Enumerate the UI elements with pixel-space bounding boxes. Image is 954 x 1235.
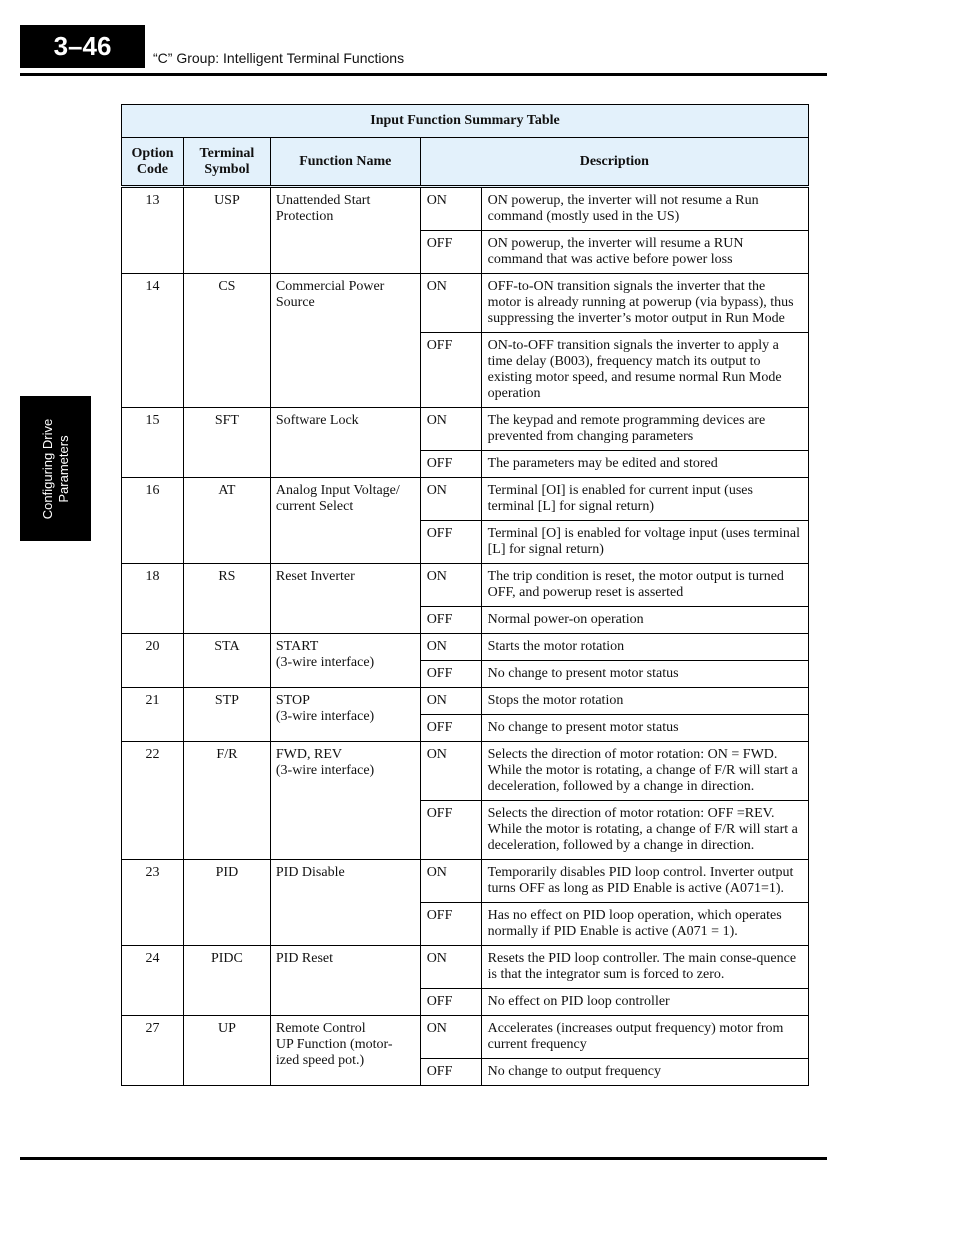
table-row-on (122, 946, 809, 989)
description-off-cell: No change to output frequency (481, 1059, 808, 1086)
function-name-line: Protection (275, 209, 334, 224)
option-code-cell: 14 (122, 274, 184, 408)
description-on-cell: OFF-to-ON transition signals the inverter that the motor is already running at powerup (via bypass), thus suppressing the inverter’s motor output in Run Mode (481, 274, 808, 333)
function-name-line: Software Lock (275, 413, 359, 428)
function-name-cell (270, 564, 420, 634)
description-on-cell: Selects the direction of motor rotation: ON = FWD. While the motor is rotating, a change of F/R will start a deceleration, followed by a change in direction. (481, 742, 808, 801)
description-on-cell: Starts the motor rotation (481, 634, 808, 661)
description-off-cell: The parameters may be edited and stored (481, 451, 808, 478)
table-body (122, 187, 809, 1086)
description-off-cell: ON-to-OFF transition signals the inverter to apply a time delay (B003), frequency match its output to existing motor speed, and resume normal Run Mode operation (481, 333, 808, 408)
side-tab-line-2: Parameters (55, 434, 71, 503)
col-terminal-symbol-line-2: Symbol (204, 161, 250, 177)
terminal-symbol-cell: AT (183, 478, 270, 564)
col-terminal-symbol-line-1: Terminal (199, 145, 255, 161)
col-option-code (122, 138, 184, 187)
description-off-cell: Normal power-on operation (481, 607, 808, 634)
function-name-line: FWD, REV (275, 747, 342, 762)
function-name-line: Analog Input Voltage/ (275, 483, 400, 498)
function-name-line: Reset Inverter (275, 569, 355, 584)
description-on-cell: Resets the PID loop controller. The main conse-quence is that the integrator sum is forced to zero. (481, 946, 808, 989)
state-off-cell: OFF (420, 451, 481, 478)
description-on-cell: The trip condition is reset, the motor output is turned OFF, and powerup reset is asserted (481, 564, 808, 607)
state-off-cell: OFF (420, 333, 481, 408)
function-name-cell (270, 634, 420, 688)
table-title: Input Function Summary Table (122, 105, 809, 138)
state-off-cell: OFF (420, 521, 481, 564)
table-row-on (122, 187, 809, 231)
function-name-line: (3-wire interface) (275, 655, 375, 670)
function-name-line: (3-wire interface) (275, 709, 375, 724)
function-name-cell (270, 1016, 420, 1086)
option-code-cell: 18 (122, 564, 184, 634)
state-on-cell: ON (420, 742, 481, 801)
table-row-on (122, 1016, 809, 1059)
function-name-line: Unattended Start (275, 193, 371, 208)
description-off-cell: Has no effect on PID loop operation, which operates normally if PID Enable is active (A071 = 1). (481, 903, 808, 946)
table-row-on (122, 742, 809, 801)
col-function-name: Function Name (270, 138, 420, 187)
state-on-cell: ON (420, 408, 481, 451)
function-name-line: Source (275, 295, 315, 310)
terminal-symbol-cell: USP (183, 187, 270, 274)
state-off-cell: OFF (420, 231, 481, 274)
function-name-cell (270, 742, 420, 860)
input-function-summary-table (121, 104, 809, 1086)
function-name-cell (270, 187, 420, 274)
state-on-cell: ON (420, 187, 481, 231)
state-off-cell: OFF (420, 989, 481, 1016)
col-option-code-line-2: Code (136, 161, 169, 177)
state-off-cell: OFF (420, 715, 481, 742)
state-on-cell: ON (420, 564, 481, 607)
table-row-on (122, 274, 809, 333)
state-off-cell: OFF (420, 661, 481, 688)
terminal-symbol-cell: CS (183, 274, 270, 408)
description-off-cell: Selects the direction of motor rotation: OFF =REV. While the motor is rotating, a change of F/R will start a deceleration, followed by a change in direction. (481, 801, 808, 860)
table-row-on (122, 688, 809, 715)
option-code-cell: 23 (122, 860, 184, 946)
state-on-cell: ON (420, 860, 481, 903)
description-on-cell: The keypad and remote programming devices are prevented from changing parameters (481, 408, 808, 451)
terminal-symbol-cell: RS (183, 564, 270, 634)
function-name-cell (270, 408, 420, 478)
function-name-line: UP Function (motor- (275, 1037, 393, 1052)
state-on-cell: ON (420, 274, 481, 333)
description-on-cell: Accelerates (increases output frequency) motor from current frequency (481, 1016, 808, 1059)
option-code-cell: 24 (122, 946, 184, 1016)
function-name-line: ized speed pot.) (275, 1053, 365, 1068)
function-name-cell (270, 478, 420, 564)
function-name-line: STOP (275, 693, 310, 708)
function-name-line: Remote Control (275, 1021, 366, 1036)
state-off-cell: OFF (420, 607, 481, 634)
state-off-cell: OFF (420, 801, 481, 860)
terminal-symbol-cell: SFT (183, 408, 270, 478)
description-off-cell: ON powerup, the inverter will resume a RUN command that was active before power loss (481, 231, 808, 274)
option-code-cell: 16 (122, 478, 184, 564)
side-tab-label (40, 396, 72, 541)
table-row-on (122, 860, 809, 903)
terminal-symbol-cell: PID (183, 860, 270, 946)
option-code-cell: 13 (122, 187, 184, 274)
section-title: “C” Group: Intelligent Terminal Functions (153, 50, 405, 66)
function-name-cell (270, 946, 420, 1016)
col-description: Description (420, 138, 808, 187)
function-name-line: (3-wire interface) (275, 763, 375, 778)
description-off-cell: No change to present motor status (481, 661, 808, 688)
side-tab (20, 396, 91, 541)
function-name-cell (270, 688, 420, 742)
terminal-symbol-cell: F/R (183, 742, 270, 860)
state-on-cell: ON (420, 478, 481, 521)
terminal-symbol-cell: UP (183, 1016, 270, 1086)
col-option-code-line-1: Option (131, 145, 174, 161)
state-off-cell: OFF (420, 1059, 481, 1086)
description-off-cell: No effect on PID loop controller (481, 989, 808, 1016)
table-row-on (122, 408, 809, 451)
function-name-line: current Select (275, 499, 354, 514)
option-code-cell: 15 (122, 408, 184, 478)
state-on-cell: ON (420, 634, 481, 661)
state-on-cell: ON (420, 946, 481, 989)
table-row-on (122, 564, 809, 607)
function-name-cell (270, 860, 420, 946)
function-name-line: Commercial Power (275, 279, 385, 294)
state-off-cell: OFF (420, 903, 481, 946)
terminal-symbol-cell: STA (183, 634, 270, 688)
option-code-cell: 27 (122, 1016, 184, 1086)
header-divider (20, 73, 827, 76)
description-off-cell: No change to present motor status (481, 715, 808, 742)
description-on-cell: Temporarily disables PID loop control. Inverter output turns OFF as long as PID Enable is active (A071=1). (481, 860, 808, 903)
table-row-on (122, 478, 809, 521)
description-on-cell: ON powerup, the inverter will not resume a Run command (mostly used in the US) (481, 187, 808, 231)
col-terminal-symbol (183, 138, 270, 187)
function-name-line: PID Reset (275, 951, 334, 966)
function-name-cell (270, 274, 420, 408)
side-tab-line-1: Configuring Drive (39, 418, 55, 519)
terminal-symbol-cell: PIDC (183, 946, 270, 1016)
option-code-cell: 22 (122, 742, 184, 860)
table-row-on (122, 634, 809, 661)
footer-divider (20, 1157, 827, 1160)
function-name-line: PID Disable (275, 865, 345, 880)
option-code-cell: 20 (122, 634, 184, 688)
description-on-cell: Stops the motor rotation (481, 688, 808, 715)
function-name-line: START (275, 639, 319, 654)
terminal-symbol-cell: STP (183, 688, 270, 742)
state-on-cell: ON (420, 1016, 481, 1059)
page-number: 3–46 (20, 25, 145, 68)
option-code-cell: 21 (122, 688, 184, 742)
state-on-cell: ON (420, 688, 481, 715)
description-off-cell: Terminal [O] is enabled for voltage input (uses terminal [L] for signal return) (481, 521, 808, 564)
description-on-cell: Terminal [OI] is enabled for current input (uses terminal [L] for signal return) (481, 478, 808, 521)
